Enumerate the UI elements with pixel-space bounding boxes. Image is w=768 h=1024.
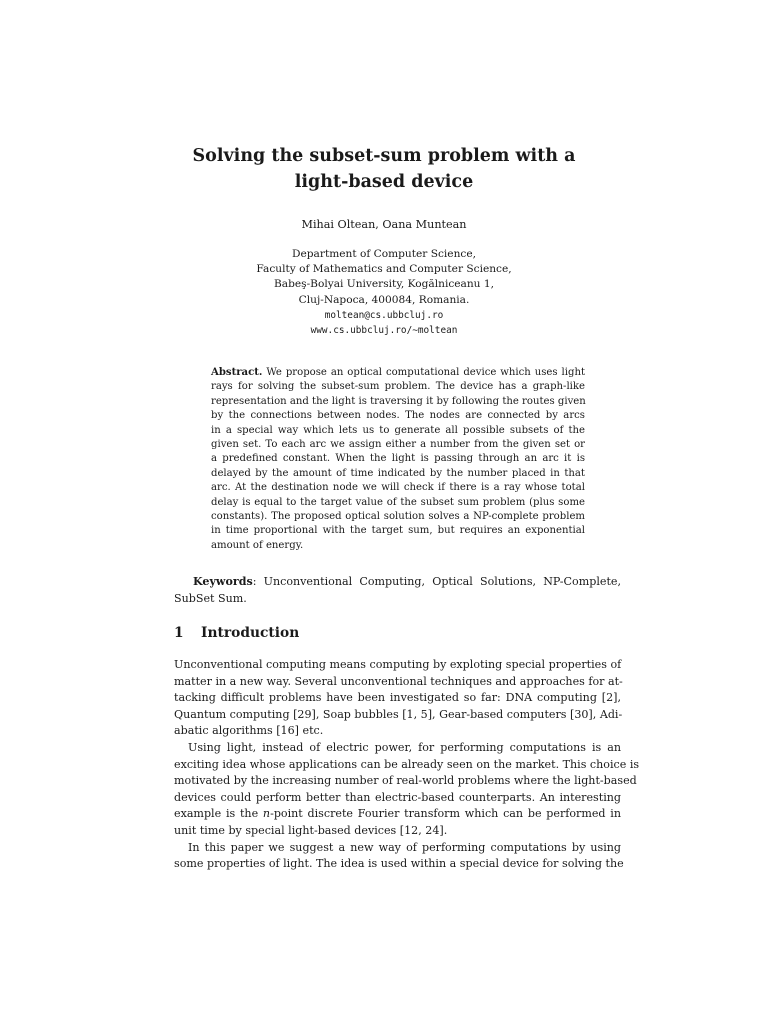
body-line: Quantum computing [29], Soap bubbles [1, 5], Gear-based computers [30], Adi- bbox=[174, 707, 623, 721]
body-text bbox=[174, 657, 640, 873]
abstract bbox=[211, 366, 585, 553]
body-line: tacking difficult problems have been investigated so far: DNA computing [2], bbox=[174, 691, 621, 705]
abstract-line: constants). The proposed optical solution solves a NP-complete problem bbox=[211, 511, 585, 523]
body-line: matter in a new way. Several unconventional techniques and approaches for at- bbox=[174, 674, 623, 688]
author-website: www.cs.ubbcluj.ro/∼moltean bbox=[310, 325, 458, 337]
author-email: moltean@cs.ubbcluj.ro bbox=[324, 309, 444, 321]
keywords-line: SubSet Sum. bbox=[174, 591, 247, 605]
body-line: devices could perform better than electric-based counterparts. An interesting bbox=[174, 790, 621, 804]
keywords-line: Keywords: Unconventional Computing, Optical Solutions, NP-Complete, bbox=[193, 575, 621, 588]
affiliation-dept: Department of Computer Science, bbox=[292, 248, 476, 260]
abstract-line: in a special way which lets us to generate all possible subsets of the bbox=[211, 424, 585, 436]
abstract-line: delay is equal to the target value of the subset sum problem (plus some bbox=[211, 496, 585, 508]
title-line-1: Solving the subset-sum problem with a bbox=[192, 146, 576, 166]
body-line: In this paper we suggest a new way of performing computations by using bbox=[188, 840, 621, 854]
paper-title bbox=[0, 143, 768, 195]
abstract-line: Abstract. We propose an optical computational device which uses light bbox=[211, 367, 585, 378]
section-number: 1 bbox=[174, 625, 184, 641]
abstract-label: Abstract. bbox=[211, 367, 263, 378]
body-line: motivated by the increasing number of real-world problems where the light-based bbox=[174, 774, 637, 788]
body-line: some properties of light. The idea is used within a special device for solving the bbox=[174, 857, 624, 871]
math-n: n bbox=[262, 807, 271, 821]
keywords-label: Keywords bbox=[193, 575, 253, 588]
abstract-line: by the connections between nodes. The nodes are connected by arcs bbox=[211, 410, 585, 422]
abstract-line: in time proportional with the target sum, but requires an exponential bbox=[211, 525, 585, 537]
abstract-line: rays for solving the subset-sum problem. The device has a graph-like bbox=[211, 381, 585, 393]
keywords bbox=[174, 574, 621, 607]
body-line: abatic algorithms [16] etc. bbox=[174, 724, 324, 738]
affiliation-city: Cluj-Napoca, 400084, Romania. bbox=[298, 293, 470, 306]
authors: Mihai Oltean, Oana Muntean bbox=[301, 218, 467, 231]
abstract-line: amount of energy. bbox=[211, 539, 304, 551]
body-line: Unconventional computing means computing by exploting special properties of bbox=[174, 658, 622, 671]
affiliation-university: Babeş-Bolyai University, Kogălniceanu 1, bbox=[274, 278, 494, 291]
abstract-line: representation and the light is traversing it by following the routes given bbox=[211, 395, 586, 407]
affiliation-faculty: Faculty of Mathematics and Computer Science, bbox=[256, 263, 512, 276]
section-heading bbox=[174, 625, 299, 641]
abstract-line: delayed by the amount of time indicated by the number placed in that bbox=[211, 467, 585, 479]
title-line-2: light-based device bbox=[294, 172, 474, 192]
section-title: Introduction bbox=[201, 625, 300, 641]
body-line: example is the n-point discrete Fourier transform which can be performed in bbox=[174, 807, 621, 821]
body-line: Using light, instead of electric power, for performing computations is an bbox=[188, 740, 621, 754]
affiliation bbox=[0, 247, 768, 338]
abstract-line: a predefined constant. When the light is passing through an arc it is bbox=[211, 453, 585, 465]
abstract-line: arc. At the destination node we will check if there is a ray whose total bbox=[211, 482, 585, 494]
body-line: exciting idea whose applications can be already seen on the market. This choice is bbox=[174, 757, 640, 771]
abstract-line: given set. To each arc we assign either a number from the given set or bbox=[211, 439, 585, 451]
body-line: unit time by special light-based devices [12, 24]. bbox=[174, 823, 448, 837]
